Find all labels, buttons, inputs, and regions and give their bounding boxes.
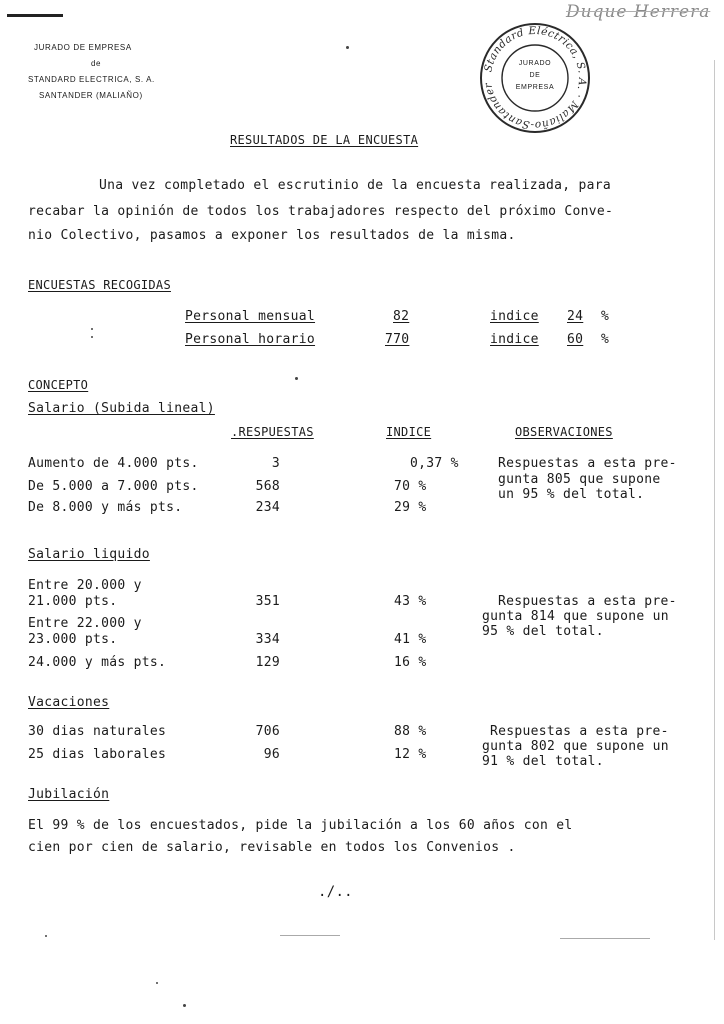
encuestas-row-value: 770	[385, 332, 410, 347]
table-row-indice: 88 %	[394, 724, 427, 739]
observacion-line: 91 % del total.	[482, 754, 604, 769]
jubilacion-heading: Jubilación	[28, 787, 110, 802]
encuestas-row-label: Personal horario	[185, 332, 316, 347]
continuation-mark: ./..	[318, 884, 353, 900]
letterhead-line3: STANDARD ELECTRICA, S. A.	[28, 75, 155, 84]
observacion-line: un 95 % del total.	[498, 487, 645, 502]
salario-lineal-heading: Salario (Subida lineal)	[28, 401, 215, 416]
table-row-label: 24.000 y más pts.	[28, 655, 167, 670]
table-row-indice: 43 %	[394, 594, 427, 609]
observacion-line: 95 % del total.	[482, 624, 604, 639]
encuestas-row-value: 82	[393, 309, 410, 324]
table-row-indice: 41 %	[394, 632, 427, 647]
table-row-label: De 5.000 a 7.000 pts.	[28, 479, 199, 494]
observacion-line: gunta 814 que supone un	[482, 609, 669, 624]
scan-speck	[45, 935, 47, 937]
table-row-indice: 70 %	[394, 479, 427, 494]
table-row-indice: 0,37 %	[410, 456, 459, 471]
encuestas-row-index-label: indice	[490, 332, 539, 347]
top-left-mark	[7, 14, 63, 17]
encuestas-heading: ENCUESTAS RECOGIDAS	[28, 278, 171, 292]
table-row-indice: 16 %	[394, 655, 427, 670]
letterhead-line4: SANTANDER (MALIAÑO)	[39, 91, 143, 100]
vacaciones-heading: Vacaciones	[28, 695, 110, 710]
table-row-label: Entre 22.000 y	[28, 616, 142, 631]
observacion-line: Respuestas a esta pre-	[498, 594, 677, 609]
encuestas-row-index: 60	[567, 332, 584, 347]
stamp-center-line3: EMPRESA	[515, 84, 555, 91]
concepto-heading: CONCEPTO	[28, 378, 89, 392]
scan-speck	[91, 336, 93, 338]
scan-speck	[156, 982, 158, 984]
salario-liquido-heading: Salario liquido	[28, 547, 150, 562]
table-row-respuestas: 3	[271, 456, 280, 471]
encuestas-row-unit: %	[601, 309, 610, 324]
observacion-line: Respuestas a esta pre-	[498, 456, 677, 471]
table-row-respuestas: 234	[255, 500, 280, 515]
table-row-respuestas: 334	[255, 632, 280, 647]
right-margin-line	[714, 60, 715, 940]
intro-line1: Una vez completado el escrutinio de la encuesta realizada, para	[99, 178, 611, 193]
observacion-line: gunta 802 que supone un	[482, 739, 669, 754]
scan-dash	[560, 938, 650, 939]
encuestas-row-label: Personal mensual	[185, 309, 316, 324]
column-respuestas: .RESPUESTAS	[231, 425, 314, 439]
intro-line3: nio Colectivo, pasamos a exponer los resultados de la misma.	[28, 228, 516, 243]
scan-speck	[295, 377, 298, 380]
letterhead-line1: JURADO DE EMPRESA	[34, 43, 132, 52]
table-row-indice: 12 %	[394, 747, 427, 762]
scan-speck	[183, 1004, 186, 1007]
table-row-label: 23.000 pts.	[28, 632, 118, 647]
company-stamp	[479, 22, 591, 134]
table-row-label: Entre 20.000 y	[28, 578, 142, 593]
stamp-center-line1: JURADO	[518, 60, 552, 67]
scan-speck	[91, 328, 93, 330]
observacion-line: gunta 805 que supone	[498, 472, 661, 487]
intro-line2: recabar la opinión de todos los trabajadores respecto del próximo Conve-	[28, 204, 614, 219]
encuestas-row-unit: %	[601, 332, 610, 347]
encuestas-row-index: 24	[567, 309, 584, 324]
svg-text:Standard Eléctrica, S. A. · Ma: Standard Eléctrica, S. A. · Maliaño-Santander	[482, 24, 589, 132]
table-row-indice: 29 %	[394, 500, 427, 515]
table-row-label: 30 dias naturales	[28, 724, 167, 739]
document-title: RESULTADOS DE LA ENCUESTA	[230, 133, 419, 147]
encuestas-row-index-label: indice	[490, 309, 539, 324]
table-row-respuestas: 706	[255, 724, 280, 739]
table-row-respuestas: 568	[255, 479, 280, 494]
table-row-label: 21.000 pts.	[28, 594, 118, 609]
scan-speck	[346, 46, 349, 49]
table-row-label: De 8.000 y más pts.	[28, 500, 183, 515]
jubilacion-line1: El 99 % de los encuestados, pide la jubilación a los 60 años con el	[28, 818, 573, 833]
scan-dash	[280, 935, 340, 936]
letterhead-line2: de	[91, 59, 102, 68]
table-row-label: Aumento de 4.000 pts.	[28, 456, 199, 471]
observacion-line: Respuestas a esta pre-	[490, 724, 669, 739]
jubilacion-line2: cien por cien de salario, revisable en todos los Convenios .	[28, 840, 516, 855]
table-row-label: 25 dias laborales	[28, 747, 167, 762]
signature: Duque Herrera	[566, 2, 711, 22]
table-row-respuestas: 96	[263, 747, 280, 762]
table-row-respuestas: 129	[255, 655, 280, 670]
stamp-center-line2: DE	[529, 72, 541, 79]
column-indice: INDICE	[386, 425, 432, 439]
table-row-respuestas: 351	[255, 594, 280, 609]
column-observaciones: OBSERVACIONES	[515, 425, 613, 439]
